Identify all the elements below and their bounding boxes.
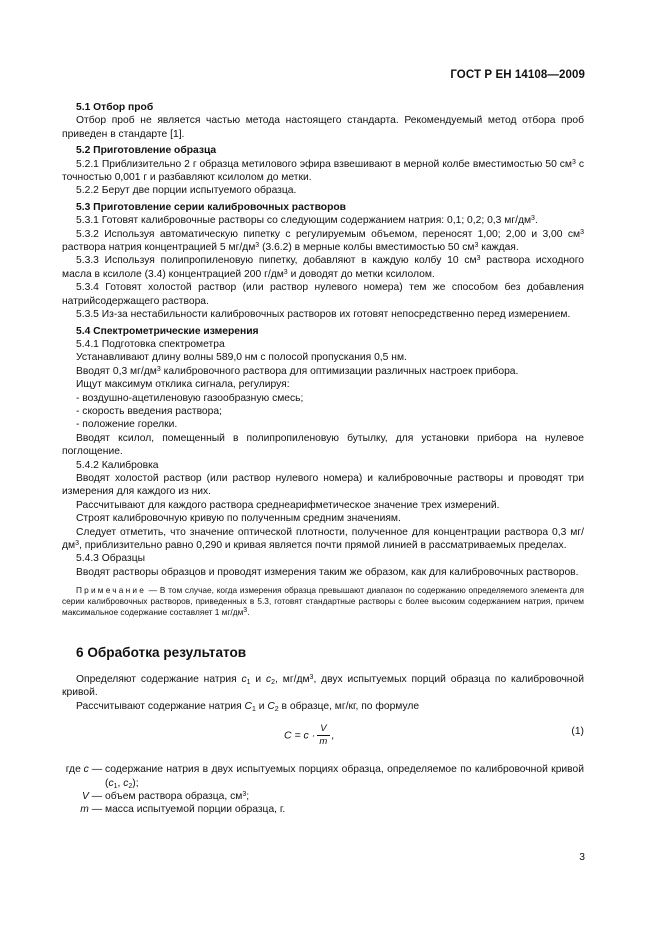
para-5-3-4: 5.3.4 Готовят холостой раствор (или раствор нулевого номера) тем же способом без добавления натрийсодержащего раствора. xyxy=(62,282,584,307)
para-5-3-3: 5.3.3 Используя полипропиленовую пипетку, добавляют в каждую колбу 10 $см^3$ раствора исходного масла в ксилоле (3.4) концентрацией 200 $г/дм^3$ и доводят до метки ксилолом. xyxy=(62,255,585,280)
para-6-determine: Определяют содержание натрия $c_1$ и $c_2$, $мг/дм^3$, двух испытуемых порций образца по калибровочной кривой. xyxy=(62,674,584,699)
para-three-measurements: Вводят холостой раствор (или раствор нулевого номера) и калибровочные растворы и проводят три измерения для каждого из них. xyxy=(62,472,584,498)
para-signal-max: Ищут максимум отклика сигнала, регулируя: xyxy=(76,379,290,391)
formula-expression: C = c · $\frac{V}{m}$ , xyxy=(284,723,335,748)
para-optical-density: Следует отметить, что значение оптической плотности, полученное для концентрации раствора 0,3 $мг/дм^3$, приблизительно равно 0,290 и кривая является почти прямой линией в рассматриваемых пределах. xyxy=(62,526,584,551)
legend-desc-m: масса испытуемой порции образца, г. xyxy=(105,804,286,816)
section-5-2-title: 5.2 Приготовление образца xyxy=(76,145,217,157)
formula-fraction xyxy=(317,723,329,748)
formula-number: (1) xyxy=(571,726,584,738)
document-body xyxy=(62,101,584,817)
para-5-4-1: 5.4.1 Подготовка спектрометра xyxy=(76,338,225,350)
section-5-3-title: 5.3 Приготовление серии калибровочных растворов xyxy=(76,201,346,213)
formula-legend xyxy=(62,763,584,817)
list-item-burner: - положение горелки. xyxy=(76,419,178,431)
para-5-3-5: 5.3.5 Из-за нестабильности калибровочных растворов их готовят непосредственно перед измерением. xyxy=(76,309,571,321)
legend-desc-c: содержание натрия в двух испытуемых порциях образца, определяемое по калибровочной кривой ($c_1$, $c_2$); xyxy=(105,764,584,790)
para-samples: Вводят растворы образцов и проводят измерения таким же образом, как для калибровочных растворов. xyxy=(76,566,579,578)
note-paragraph: Примечание — В том случае, когда измерения образца превышают диапазон по содержанию определяемого элемента для серии калибровочных растворов, приведенных в 5.3, готовят стандартные растворы с более высоким содержанием натрия, причем максимальное содержание составляет 1 $мг/дм^3$. xyxy=(62,585,584,617)
para-5-3-2: 5.3.2 Используя автоматическую пипетку с регулируемым объемом, переносят 1,00; 2,00 и 3,00 $см^3$ раствора натрия концентрацией 5 $мг/дм^3$ (3.6.2) в мерные колбы вместимостью 50 $см^3$ каждая. xyxy=(62,228,584,254)
legend-row-c xyxy=(62,763,584,790)
para-mean-value: Рассчитывают для каждого раствора среднеарифметическое значение трех измерений. xyxy=(76,499,500,511)
legend-term-m: m — xyxy=(80,804,102,816)
para-xylene-zero: Вводят ксилол, помещенный в полипропиленовую бутылку, для установки прибора на нулевое поглощение. xyxy=(62,432,584,458)
para-calibration-solution: Вводят 0,3 $мг/дм^3$ калибровочного раствора для оптимизации различных настроек прибора. xyxy=(76,365,519,377)
formula-denominator: m xyxy=(319,736,328,748)
section-5-1-text: Отбор проб не является частью метода настоящего стандарта. Рекомендуемый метод отбора проб приведен в стандарте [1]. xyxy=(62,115,584,140)
legend-row-v xyxy=(62,790,584,803)
list-item-gas: - воздушно-ацетиленовую газообразную смесь; xyxy=(76,392,304,404)
page-number: 3 xyxy=(579,852,585,863)
note-label: Примечание xyxy=(76,585,147,596)
list-item-speed: - скорость введения раствора; xyxy=(76,405,222,417)
para-5-4-2: 5.4.2 Калибровка xyxy=(76,459,159,471)
legend-desc-v: объем раствора образца, $см^3$; xyxy=(105,791,250,803)
para-5-3-1: 5.3.1 Готовят калибровочные растворы со следующим содержанием натрия: 0,1; 0,2; 0,3 $мг/дм^3$. xyxy=(76,215,538,227)
document-header-id: ГОСТ Р ЕН 14108—2009 xyxy=(450,69,585,81)
formula-1 xyxy=(62,719,584,763)
para-5-2-1: 5.2.1 Приблизительно 2 г образца метилового эфира взвешивают в мерной колбе вместимостью 50 $см^3$ с точностью 0,001 г и разбавляют ксилолом до метки. xyxy=(62,158,584,184)
para-calibration-curve: Строят калибровочную кривую по полученным средним значениям. xyxy=(76,513,401,525)
legend-row-m xyxy=(62,803,584,816)
legend-term-v: V — xyxy=(81,791,102,803)
para-6-calculate: Рассчитывают содержание натрия $C_1$ и $C_2$ в образце, мг/кг, по формуле xyxy=(76,700,420,713)
para-5-4-3: 5.4.3 Образцы xyxy=(76,553,146,565)
legend-term-c: где c — xyxy=(65,764,102,776)
section-5-1-title: 5.1 Отбор проб xyxy=(76,102,154,113)
section-6-title: 6 Обработка результатов xyxy=(76,644,247,660)
para-wavelength: Устанавливают длину волны 589,0 нм с полосой пропускания 0,5 нм. xyxy=(76,352,407,364)
para-5-2-2: 5.2.2 Берут две порции испытуемого образца. xyxy=(76,185,297,197)
section-5-4-title: 5.4 Спектрометрические измерения xyxy=(76,325,259,337)
formula-numerator: V xyxy=(317,723,329,736)
